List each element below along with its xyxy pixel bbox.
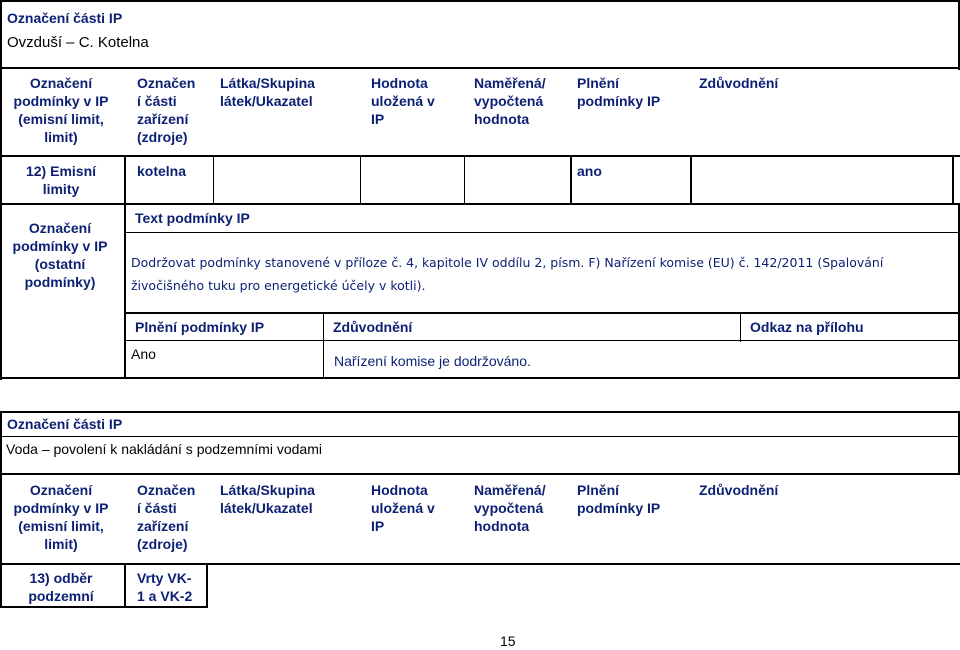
s1-row-part: kotelna: [137, 163, 187, 179]
s2-header-substance: Látka/Skupina látek/Ukazatel: [220, 482, 315, 516]
s1-text-line-2: živočišného tuku pro energetické účely v kotli).: [131, 278, 426, 293]
s1-header-measured: Naměřená/ vypočtená hodnota: [474, 75, 546, 127]
s1-sub-fulfilment-value: Ano: [131, 346, 156, 362]
s2-header-value-ip: Hodnota uložená v IP: [371, 482, 435, 534]
s1-sub-attachment-header: Odkaz na přílohu: [750, 319, 864, 335]
s1-text-line-1: Dodržovat podmínky stanovené v příloze č. 4, kapitole IV oddílu 2, písm. F) Nařízení komise (EU) č. 142/2011 (Spalování: [131, 255, 884, 270]
s1-sub-fulfilment-header: Plnění podmínky IP: [135, 319, 265, 335]
s1-sub-justification-value: Nařízení komise je dodržováno.: [334, 353, 531, 369]
s1-row-fulfilled: ano: [577, 163, 602, 179]
s2-header-justification: Zdůvodnění: [699, 482, 779, 498]
s2-header-measured: Naměřená/ vypočtená hodnota: [474, 482, 546, 534]
s1-sub-justification-header: Zdůvodnění: [333, 319, 413, 335]
s1-header-justification: Zdůvodnění: [699, 75, 779, 91]
s2-header-fulfilment: Plnění podmínky IP: [577, 482, 661, 516]
section1-title-label: Označení části IP: [7, 10, 123, 26]
page-number: 15: [500, 633, 516, 649]
section2-title-value: Voda – povolení k nakládání s podzemními vodami: [6, 441, 322, 457]
s1-text-header: Text podmínky IP: [135, 210, 250, 226]
s2-header-condition: Označení podmínky v IP (emisní limit, limit): [13, 482, 109, 552]
s1-header-value-ip: Hodnota uložená v IP: [371, 75, 435, 127]
section2-title-label: Označení části IP: [7, 416, 123, 432]
s1-row-condition: 12) Emisní limity: [25, 163, 97, 197]
s1-header-fulfilment: Plnění podmínky IP: [577, 75, 661, 109]
section1-title-value: Ovzduší – C. Kotelna: [7, 34, 149, 51]
s1-other-label: Označení podmínky v IP (ostatní podmínky): [12, 220, 108, 290]
s2-header-part: Označen í části zařízení (zdroje): [137, 482, 196, 552]
s1-header-condition: Označení podmínky v IP (emisní limit, limit): [13, 75, 109, 145]
s1-header-part: Označen í části zařízení (zdroje): [137, 75, 196, 145]
s2-row-part: Vrty VK- 1 a VK-2: [137, 570, 193, 604]
s1-header-substance: Látka/Skupina látek/Ukazatel: [220, 75, 315, 109]
s2-row-condition: 13) odběr podzemní: [28, 570, 94, 604]
